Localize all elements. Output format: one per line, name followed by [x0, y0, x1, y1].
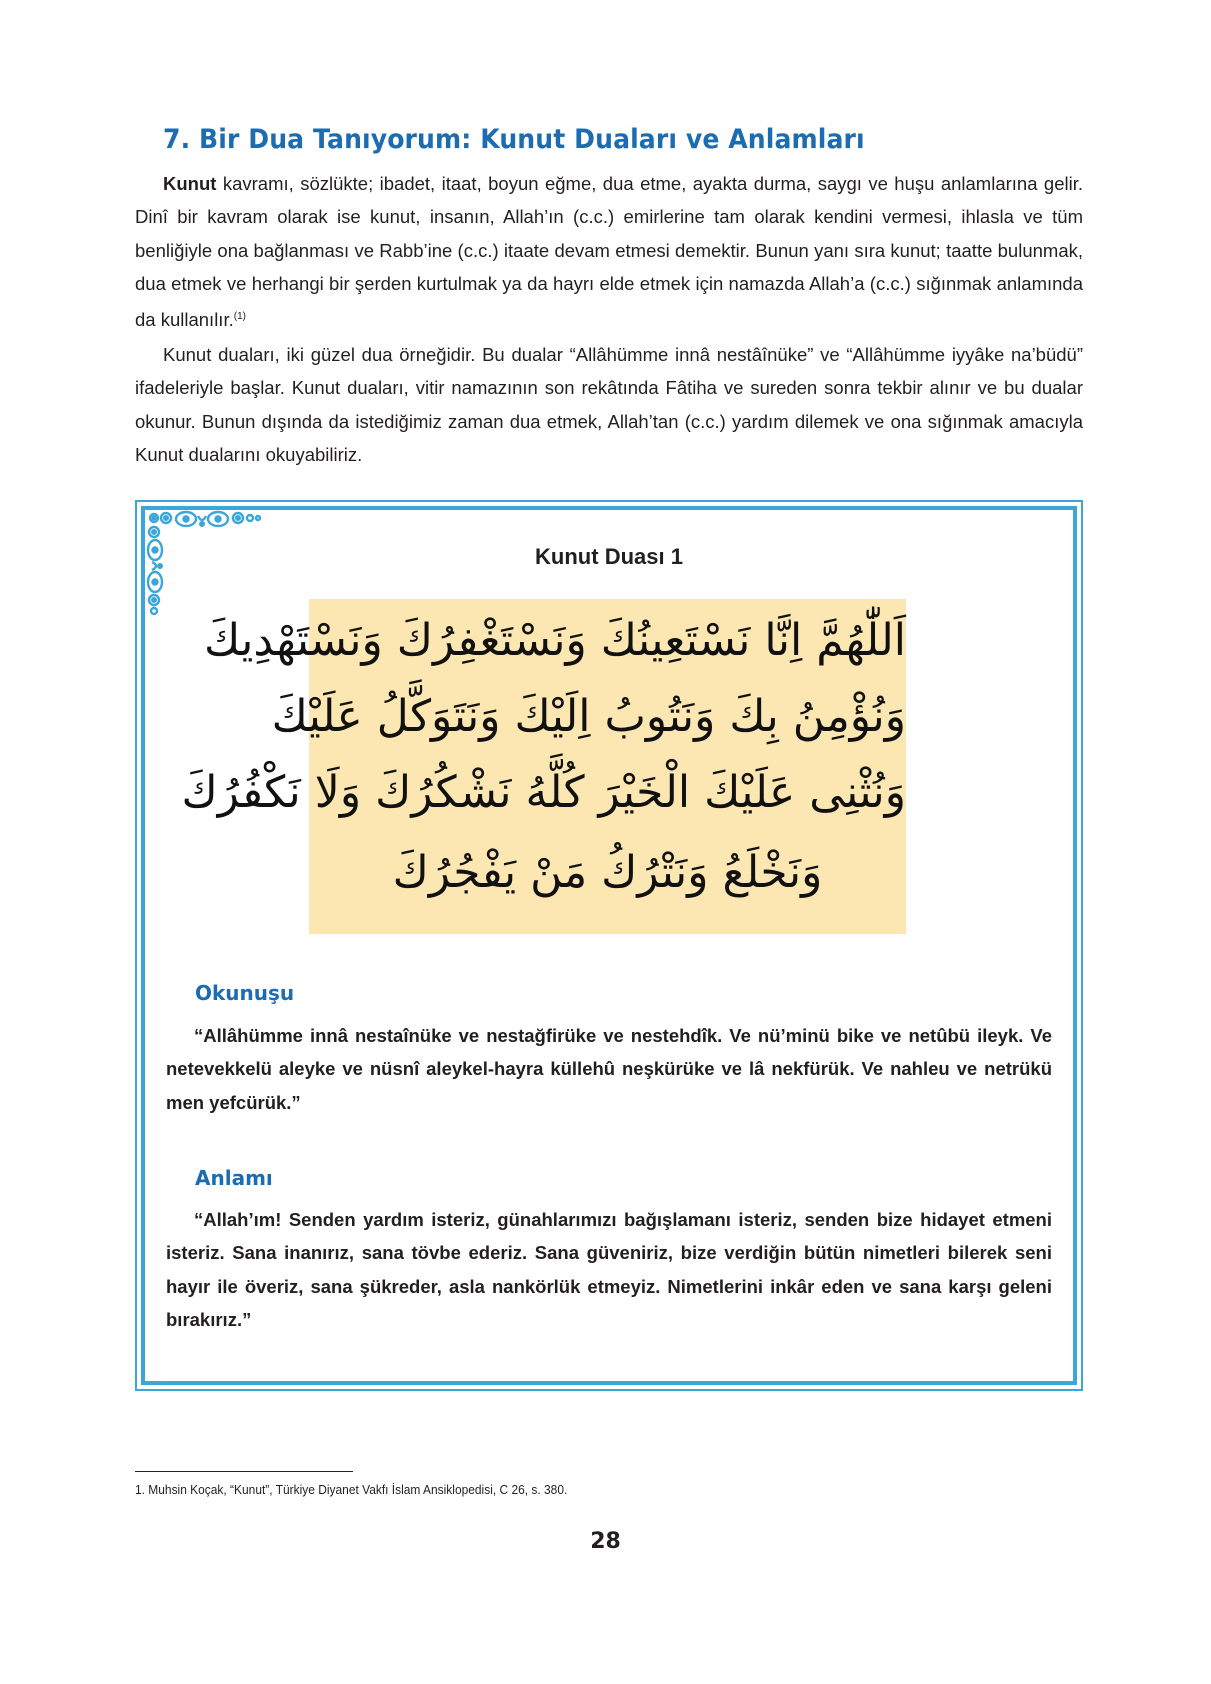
dua-title: Kunut Duası 1 — [535, 544, 683, 569]
page-number: 28 — [590, 1529, 621, 1554]
intro-paragraph-2-text: Kunut duaları, iki güzel dua örneğidir. Bu dualar “Allâhümme innâ nestâînüke” ve “Allâhümme iyyâke na’büdü” ifadeleriyle başlar. Kunut duaları, vitir namazının son rekâtında Fâtiha ve sureden sonra tekbir alınır ve bu dualar okunur. Bunun dışında da istediğimiz zaman dua etmek, Allah’tan (c.c.) yardım dilemek ve ona sığınmak amacıyla Kunut dualarını okuyabiliriz. — [135, 344, 1083, 465]
kunut-term: Kunut — [163, 173, 217, 194]
intro-paragraph-2 — [135, 338, 1083, 471]
okunusu-text: “Allâhümme innâ nestaînüke ve nestağfirüke ve nestehdîk. Ve nü’minü bike ve netûbü ileyk. Ve netevekkelü aleyke ve nüsnî aleykel-hayra küllehû neşkürüke ve lâ nekfürük. Ve nahleu ve netrükü men yefcürük.” — [166, 1025, 1052, 1113]
footnote-divider — [135, 1471, 353, 1472]
anlami-heading: Anlamı — [195, 1166, 273, 1190]
okunusu-text-block — [166, 1019, 1052, 1119]
footnote: 1. Muhsin Koçak, “Kunut”, Türkiye Diyanet Vakfı İslam Ansiklopedisi, C 26, s. 380. — [135, 1482, 568, 1497]
okunusu-heading: Okunuşu — [195, 981, 295, 1005]
anlami-text: “Allah’ım! Senden yardım isteriz, günahlarımızı bağışlamanı isteriz, senden bize hidayet etmeni isteriz. Sana inanırız, sana tövbe ederiz. Sana güveniriz, bize verdiğin bütün nimetleri bilerek seni hayır ile överiz, sana şükreder, asla nankörlük etmeyiz. Nimetlerini inkâr eden ve sana karşı geleni bırakırız.” — [166, 1209, 1052, 1330]
footnote-ref[interactable]: (1) — [233, 311, 246, 323]
anlami-text-block — [166, 1203, 1052, 1336]
arabic-line-4: وَنَخْلَعُ وَنَتْرُكُ مَنْ يَفْجُرُكَ — [392, 847, 823, 898]
arabic-text-panel — [181, 599, 906, 934]
intro-paragraph-1-text: kavramı, sözlükte; ibadet, itaat, boyun eğme, dua etme, ayakta durma, saygı ve huşu anlamlarına gelir. Dinî bir kavram olarak ise kunut, insanın, Allah’ın (c.c.) emirlerine tam olarak kendini vermesi, ihlasla ve tüm benliğiyle ona bağlanması ve Rabb’ine (c.c.) itaate devam etmesi demektir. Bunun yanı sıra kunut; taatte bulunmak, dua etmek ve herhangi bir şerden kurtulmak ya da hayrı elde etmek için namazda Allah’a (c.c.) sığınmak anlamında da kullanılır. — [135, 173, 1083, 331]
intro-paragraph-1 — [135, 167, 1083, 336]
arabic-line-3: وَنُثْنِى عَلَيْكَ الْخَيْرَ كُلَّهُ نَشْكُرُكَ وَلَا نَكْفُرُكَ — [181, 767, 906, 818]
section-title: 7. Bir Dua Tanıyorum: Kunut Duaları ve Anlamları — [163, 124, 865, 155]
arabic-line-2: وَنُؤْمِنُ بِكَ وَنَتُوبُ اِلَيْكَ وَنَتَوَكَّلُ عَلَيْكَ — [271, 691, 906, 742]
arabic-line-1: اَللّٰهُمَّ اِنَّا نَسْتَعِينُكَ وَنَسْتَغْفِرُكَ وَنَسْتَهْدِيكَ — [203, 615, 906, 666]
